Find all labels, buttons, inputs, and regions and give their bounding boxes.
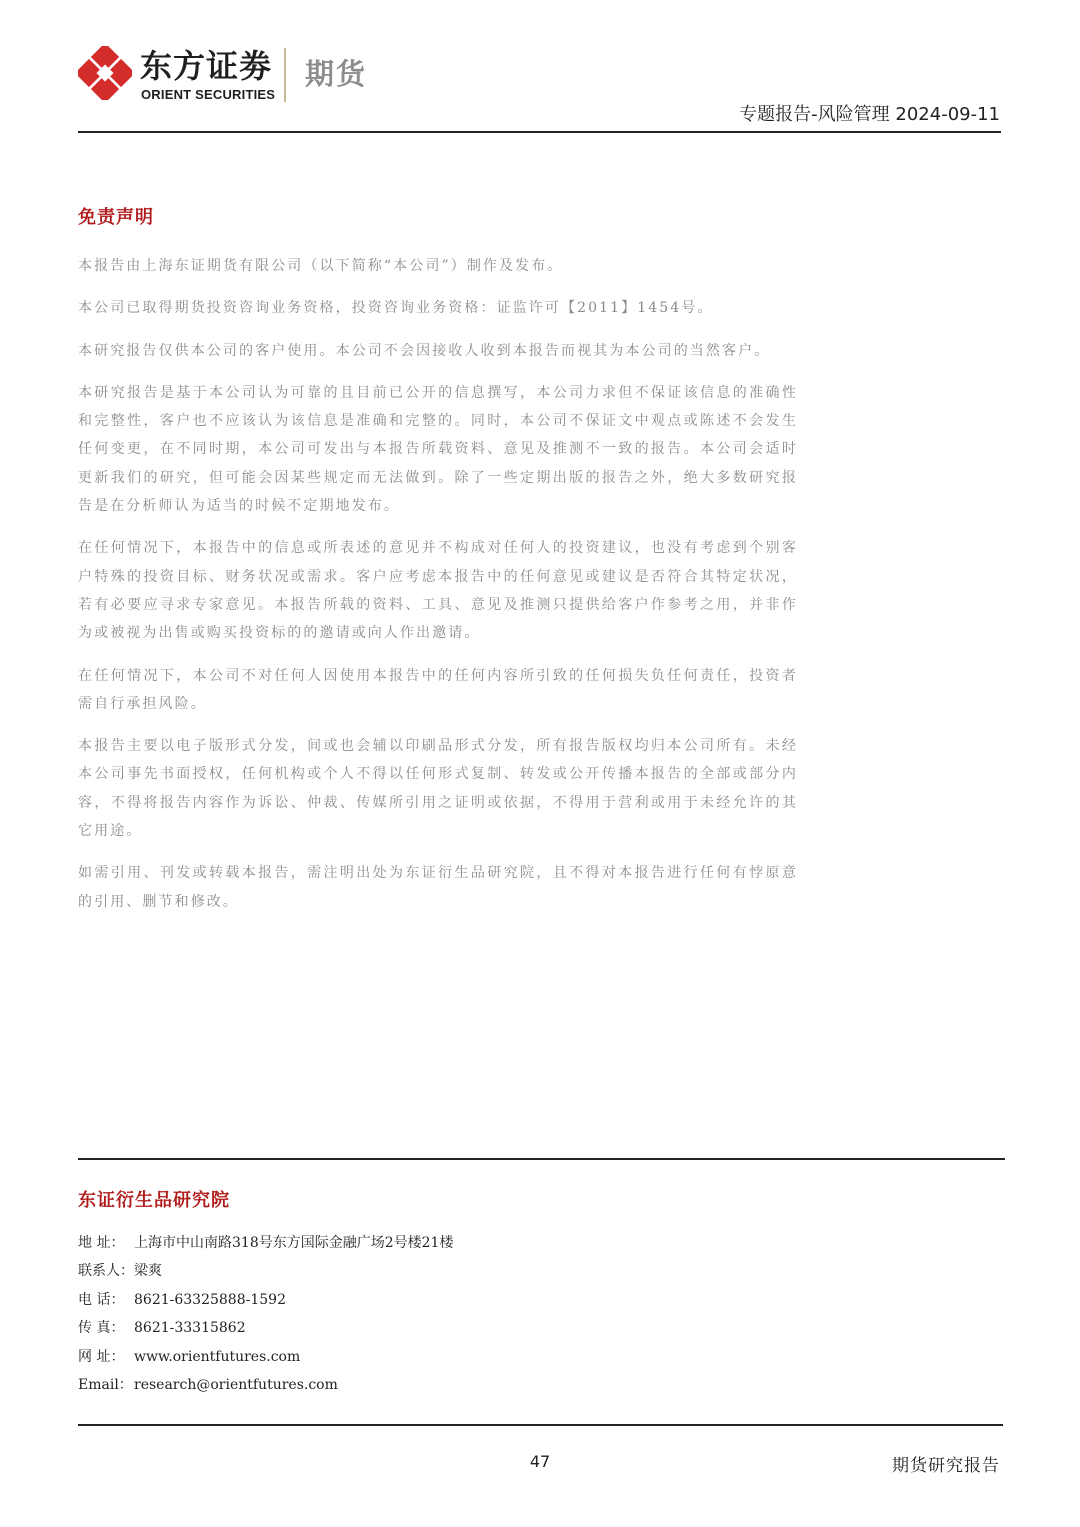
header-divider — [284, 48, 286, 102]
contact-block — [78, 1229, 453, 1399]
header-rule — [78, 131, 1001, 133]
contact-person: 联系人：梁爽 — [78, 1263, 162, 1280]
contact-rule-top — [78, 1158, 1005, 1160]
footer-report-label: 期货研究报告 — [892, 1456, 1000, 1476]
disclaimer-paragraph: 本研究报告是基于本公司认为可靠的且目前已公开的信息撰写，本公司力求但不保证该信息的准确性和完整性，客户也不应该认为该信息是准确和完整的。同时，本公司不保证文中观点或陈述不会发生任何变更，在不同时期，本公司可发出与本报告所载资料、意见及推测不一致的报告。本公司会适时更新我们的研究，但可能会因某些规定而无法做到。除了一些定期出版的报告之外，绝大多数研究报告是在分析师认为适当的时候不定期地发布。 — [78, 384, 798, 515]
contact-website: 网 址： www.orientfutures.com — [78, 1348, 301, 1365]
disclaimer-paragraph: 如需引用、刊发或转载本报告，需注明出处为东证衍生品研究院，且不得对本报告进行任何有悖原意的引用、删节和修改。 — [78, 865, 798, 910]
contact-fax: 传 真： 8621-33315862 — [78, 1320, 246, 1337]
contact-email: Email：research@orientfutures.com — [78, 1377, 338, 1394]
disclaimer-paragraph: 本公司已取得期货投资咨询业务资格，投资咨询业务资格：证监许可【2011】1454号。 — [78, 300, 714, 317]
division-label: 期货 — [305, 57, 368, 91]
disclaimer-body — [78, 252, 798, 930]
brand-name-en: ORIENT SECURITIES — [141, 87, 276, 102]
page-number: 47 — [529, 1452, 551, 1471]
disclaimer-title: 免责声明 — [78, 207, 154, 228]
contact-address: 地 址： 上海市中山南路318号东方国际金融广场2号楼21楼 — [78, 1235, 454, 1251]
orient-securities-logo-icon — [78, 46, 132, 100]
disclaimer-paragraph: 本报告主要以电子版形式分发，间或也会辅以印刷品形式分发，所有报告版权均归本公司所有。未经本公司事先书面授权，任何机构或个人不得以任何形式复制、转发或公开传播本报告的全部或部分内容，不得将报告内容作为诉讼、仲裁、传媒所引用之证明或依据，不得用于营利或用于未经允许的其它用途。 — [78, 738, 798, 840]
report-type-date: 专题报告-风险管理 2024-09-11 — [739, 104, 1000, 125]
disclaimer-paragraph: 在任何情况下，本公司不对任何人因使用本报告中的任何内容所引致的任何损失负任何责任，投资者需自行承担风险。 — [78, 667, 798, 712]
institute-name: 东证衍生品研究院 — [78, 1190, 230, 1211]
disclaimer-paragraph: 本报告由上海东证期货有限公司（以下简称“本公司”）制作及发布。 — [78, 258, 564, 274]
brand-name-cn: 东方证劵 — [140, 47, 273, 85]
disclaimer-paragraph: 本研究报告仅供本公司的客户使用。本公司不会因接收人收到本报告而视其为本公司的当然客户。 — [78, 342, 771, 359]
footer-rule — [78, 1424, 1003, 1426]
contact-phone: 电 话： 8621-63325888-1592 — [78, 1291, 286, 1308]
disclaimer-paragraph: 在任何情况下，本报告中的信息或所表述的意见并不构成对任何人的投资建议，也没有考虑到个别客户特殊的投资目标、财务状况或需求。客户应考虑本报告中的任何意见或建议是否符合其特定状况，若有必要应寻求专家意见。本报告所载的资料、工具、意见及推测只提供给客户作参考之用，并非作为或被视为出售或购买投资标的的邀请或向人作出邀请。 — [78, 540, 798, 642]
